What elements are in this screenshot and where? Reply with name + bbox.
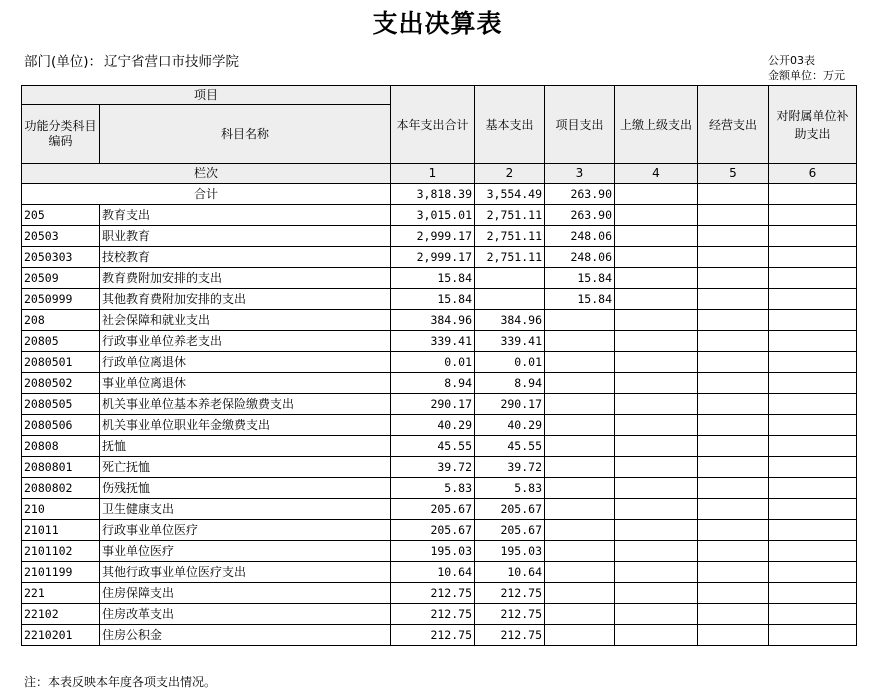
row-value <box>615 520 698 541</box>
table-row <box>22 604 857 625</box>
row-value: 39.72 <box>475 457 545 478</box>
row-value: 2,999.17 <box>391 247 475 268</box>
row-code: 210 <box>22 499 100 520</box>
table-row <box>22 268 857 289</box>
row-value <box>615 289 698 310</box>
row-value: 10.64 <box>391 562 475 583</box>
row-code: 2101199 <box>22 562 100 583</box>
row-value <box>769 604 857 625</box>
row-value <box>545 583 615 604</box>
row-value <box>769 562 857 583</box>
row-value: 15.84 <box>545 268 615 289</box>
footer-note: 注：本表反映本年度各项支出情况。 <box>24 675 217 689</box>
row-value: 205.67 <box>475 520 545 541</box>
row-value <box>615 268 698 289</box>
row-value <box>769 247 857 268</box>
row-value: 212.75 <box>391 583 475 604</box>
row-code: 208 <box>22 310 100 331</box>
row-name: 其他行政事业单位医疗支出 <box>100 562 391 583</box>
row-value <box>615 226 698 247</box>
row-value <box>615 310 698 331</box>
row-code: 2050303 <box>22 247 100 268</box>
department-label: 部门(单位)： <box>24 54 103 70</box>
row-value: 10.64 <box>475 562 545 583</box>
row-name: 行政事业单位医疗 <box>100 520 391 541</box>
row-value <box>615 247 698 268</box>
row-code: 2080801 <box>22 457 100 478</box>
row-name: 行政单位离退休 <box>100 352 391 373</box>
table-row <box>22 520 857 541</box>
row-value: 195.03 <box>391 541 475 562</box>
row-value <box>698 373 769 394</box>
table-row <box>22 289 857 310</box>
row-value: 15.84 <box>545 289 615 310</box>
table-code: 公开03表 <box>768 54 815 67</box>
row-value <box>615 562 698 583</box>
row-value: 290.17 <box>391 394 475 415</box>
table-row <box>22 205 857 226</box>
department-line <box>24 50 239 70</box>
row-value: 339.41 <box>391 331 475 352</box>
header-upper-exp: 上缴上级支出 <box>615 86 698 164</box>
row-code: 2080506 <box>22 415 100 436</box>
table-row <box>22 310 857 331</box>
row-value <box>698 562 769 583</box>
table-row <box>22 247 857 268</box>
row-code: 2210201 <box>22 625 100 646</box>
total-value <box>615 184 698 205</box>
header-subsidy-exp: 对附属单位补助支出 <box>769 86 857 164</box>
row-value <box>545 331 615 352</box>
department-value: 辽宁省营口市技师学院 <box>104 54 240 70</box>
row-value <box>545 541 615 562</box>
row-value: 40.29 <box>475 415 545 436</box>
row-value <box>698 352 769 373</box>
row-name: 机关事业单位职业年金缴费支出 <box>100 415 391 436</box>
row-value <box>615 436 698 457</box>
row-value <box>698 268 769 289</box>
row-value: 2,751.11 <box>475 247 545 268</box>
row-value <box>769 226 857 247</box>
col-num: 2 <box>475 164 545 184</box>
row-value: 0.01 <box>475 352 545 373</box>
header-business-exp: 经营支出 <box>698 86 769 164</box>
row-value <box>615 205 698 226</box>
row-name: 卫生健康支出 <box>100 499 391 520</box>
row-value <box>698 205 769 226</box>
total-value: 263.90 <box>545 184 615 205</box>
row-value <box>698 478 769 499</box>
total-value: 3,818.39 <box>391 184 475 205</box>
row-code: 22102 <box>22 604 100 625</box>
row-value <box>615 352 698 373</box>
row-value <box>475 289 545 310</box>
row-value: 40.29 <box>391 415 475 436</box>
table-row <box>22 373 857 394</box>
amount-unit: 金额单位：万元 <box>768 69 845 82</box>
row-value <box>615 541 698 562</box>
row-value: 45.55 <box>475 436 545 457</box>
row-index-row <box>22 164 857 184</box>
row-value <box>769 205 857 226</box>
row-value: 205.67 <box>391 499 475 520</box>
row-value: 384.96 <box>391 310 475 331</box>
total-value: 3,554.49 <box>475 184 545 205</box>
row-value: 212.75 <box>391 625 475 646</box>
header-project-exp: 项目支出 <box>545 86 615 164</box>
row-name: 事业单位离退休 <box>100 373 391 394</box>
row-value <box>698 226 769 247</box>
table-row <box>22 226 857 247</box>
row-value <box>545 415 615 436</box>
row-code: 20509 <box>22 268 100 289</box>
row-value <box>698 499 769 520</box>
row-value: 15.84 <box>391 289 475 310</box>
row-value <box>545 457 615 478</box>
col-num: 3 <box>545 164 615 184</box>
row-value: 5.83 <box>475 478 545 499</box>
row-value <box>615 394 698 415</box>
row-value <box>615 373 698 394</box>
row-value <box>615 583 698 604</box>
row-value <box>769 310 857 331</box>
row-value: 2,999.17 <box>391 226 475 247</box>
row-name: 社会保障和就业支出 <box>100 310 391 331</box>
row-value: 212.75 <box>475 583 545 604</box>
total-row <box>22 184 857 205</box>
header-basic-exp: 基本支出 <box>475 86 545 164</box>
row-value <box>698 247 769 268</box>
col-num: 6 <box>769 164 857 184</box>
row-value <box>545 478 615 499</box>
row-value <box>769 373 857 394</box>
header-item: 项目 <box>22 86 391 105</box>
row-value <box>769 583 857 604</box>
row-code: 2080505 <box>22 394 100 415</box>
row-value: 45.55 <box>391 436 475 457</box>
row-value: 2,751.11 <box>475 226 545 247</box>
table-row <box>22 499 857 520</box>
row-code: 205 <box>22 205 100 226</box>
row-code: 2080501 <box>22 352 100 373</box>
row-value: 3,015.01 <box>391 205 475 226</box>
row-value <box>545 499 615 520</box>
row-code: 2080802 <box>22 478 100 499</box>
row-value: 2,751.11 <box>475 205 545 226</box>
table-row <box>22 478 857 499</box>
row-code: 2080502 <box>22 373 100 394</box>
total-value <box>698 184 769 205</box>
row-value: 290.17 <box>475 394 545 415</box>
row-value <box>475 268 545 289</box>
row-value <box>545 604 615 625</box>
row-value <box>769 394 857 415</box>
row-value <box>698 520 769 541</box>
row-value <box>769 520 857 541</box>
row-value: 205.67 <box>391 520 475 541</box>
table-row <box>22 457 857 478</box>
row-value <box>769 478 857 499</box>
table-row <box>22 541 857 562</box>
row-value <box>698 583 769 604</box>
row-name: 技校教育 <box>100 247 391 268</box>
row-value <box>545 520 615 541</box>
col-num: 5 <box>698 164 769 184</box>
row-value <box>545 352 615 373</box>
table-row <box>22 331 857 352</box>
row-value <box>769 541 857 562</box>
row-value: 212.75 <box>391 604 475 625</box>
header-total-exp: 本年支出合计 <box>391 86 475 164</box>
row-value <box>545 310 615 331</box>
row-value: 384.96 <box>475 310 545 331</box>
row-value <box>698 604 769 625</box>
row-name: 职业教育 <box>100 226 391 247</box>
row-value <box>769 289 857 310</box>
row-value <box>545 436 615 457</box>
row-name: 住房保障支出 <box>100 583 391 604</box>
row-value <box>615 499 698 520</box>
row-name: 抚恤 <box>100 436 391 457</box>
row-value <box>769 499 857 520</box>
row-value <box>769 268 857 289</box>
row-code: 20503 <box>22 226 100 247</box>
row-value <box>615 604 698 625</box>
row-value <box>769 625 857 646</box>
row-value <box>698 310 769 331</box>
row-value: 39.72 <box>391 457 475 478</box>
row-value: 212.75 <box>475 625 545 646</box>
row-name: 教育费附加安排的支出 <box>100 268 391 289</box>
row-name: 行政事业单位养老支出 <box>100 331 391 352</box>
row-value <box>698 415 769 436</box>
row-value <box>769 352 857 373</box>
row-value: 248.06 <box>545 247 615 268</box>
row-value <box>615 331 698 352</box>
col-num: 1 <box>391 164 475 184</box>
row-code: 2101102 <box>22 541 100 562</box>
row-value: 5.83 <box>391 478 475 499</box>
row-value <box>545 625 615 646</box>
row-index-label: 栏次 <box>22 164 391 184</box>
row-value <box>698 289 769 310</box>
row-code: 2050999 <box>22 289 100 310</box>
row-value: 212.75 <box>475 604 545 625</box>
col-num: 4 <box>615 164 698 184</box>
table-row <box>22 352 857 373</box>
row-value <box>545 562 615 583</box>
expenditure-table <box>21 85 857 646</box>
row-value <box>698 457 769 478</box>
row-value: 205.67 <box>475 499 545 520</box>
table-row <box>22 562 857 583</box>
table-meta <box>768 53 845 83</box>
row-value: 339.41 <box>475 331 545 352</box>
row-value: 195.03 <box>475 541 545 562</box>
row-value: 248.06 <box>545 226 615 247</box>
row-name: 教育支出 <box>100 205 391 226</box>
row-value <box>769 436 857 457</box>
row-name: 机关事业单位基本养老保险缴费支出 <box>100 394 391 415</box>
header-subject-name: 科目名称 <box>100 105 391 164</box>
row-name: 住房公积金 <box>100 625 391 646</box>
row-name: 住房改革支出 <box>100 604 391 625</box>
table-row <box>22 415 857 436</box>
row-value: 0.01 <box>391 352 475 373</box>
row-value <box>698 436 769 457</box>
page-title: 支出决算表 <box>372 9 503 38</box>
row-value <box>769 457 857 478</box>
row-code: 20805 <box>22 331 100 352</box>
row-value <box>615 457 698 478</box>
row-code: 21011 <box>22 520 100 541</box>
row-value <box>615 478 698 499</box>
row-value <box>769 331 857 352</box>
row-value <box>615 625 698 646</box>
row-code: 221 <box>22 583 100 604</box>
row-name: 死亡抚恤 <box>100 457 391 478</box>
row-value <box>698 331 769 352</box>
row-value <box>698 394 769 415</box>
header-func-code: 功能分类科目编码 <box>22 105 100 164</box>
total-value <box>769 184 857 205</box>
row-value: 15.84 <box>391 268 475 289</box>
total-label: 合计 <box>22 184 391 205</box>
row-value: 8.94 <box>475 373 545 394</box>
row-name: 伤残抚恤 <box>100 478 391 499</box>
table-row <box>22 625 857 646</box>
row-value <box>769 415 857 436</box>
row-value <box>698 625 769 646</box>
row-value: 263.90 <box>545 205 615 226</box>
row-value: 8.94 <box>391 373 475 394</box>
table-row <box>22 394 857 415</box>
row-name: 其他教育费附加安排的支出 <box>100 289 391 310</box>
table-row <box>22 436 857 457</box>
row-code: 20808 <box>22 436 100 457</box>
row-value <box>545 373 615 394</box>
row-value <box>615 415 698 436</box>
table-row <box>22 583 857 604</box>
row-value <box>698 541 769 562</box>
row-name: 事业单位医疗 <box>100 541 391 562</box>
row-value <box>545 394 615 415</box>
